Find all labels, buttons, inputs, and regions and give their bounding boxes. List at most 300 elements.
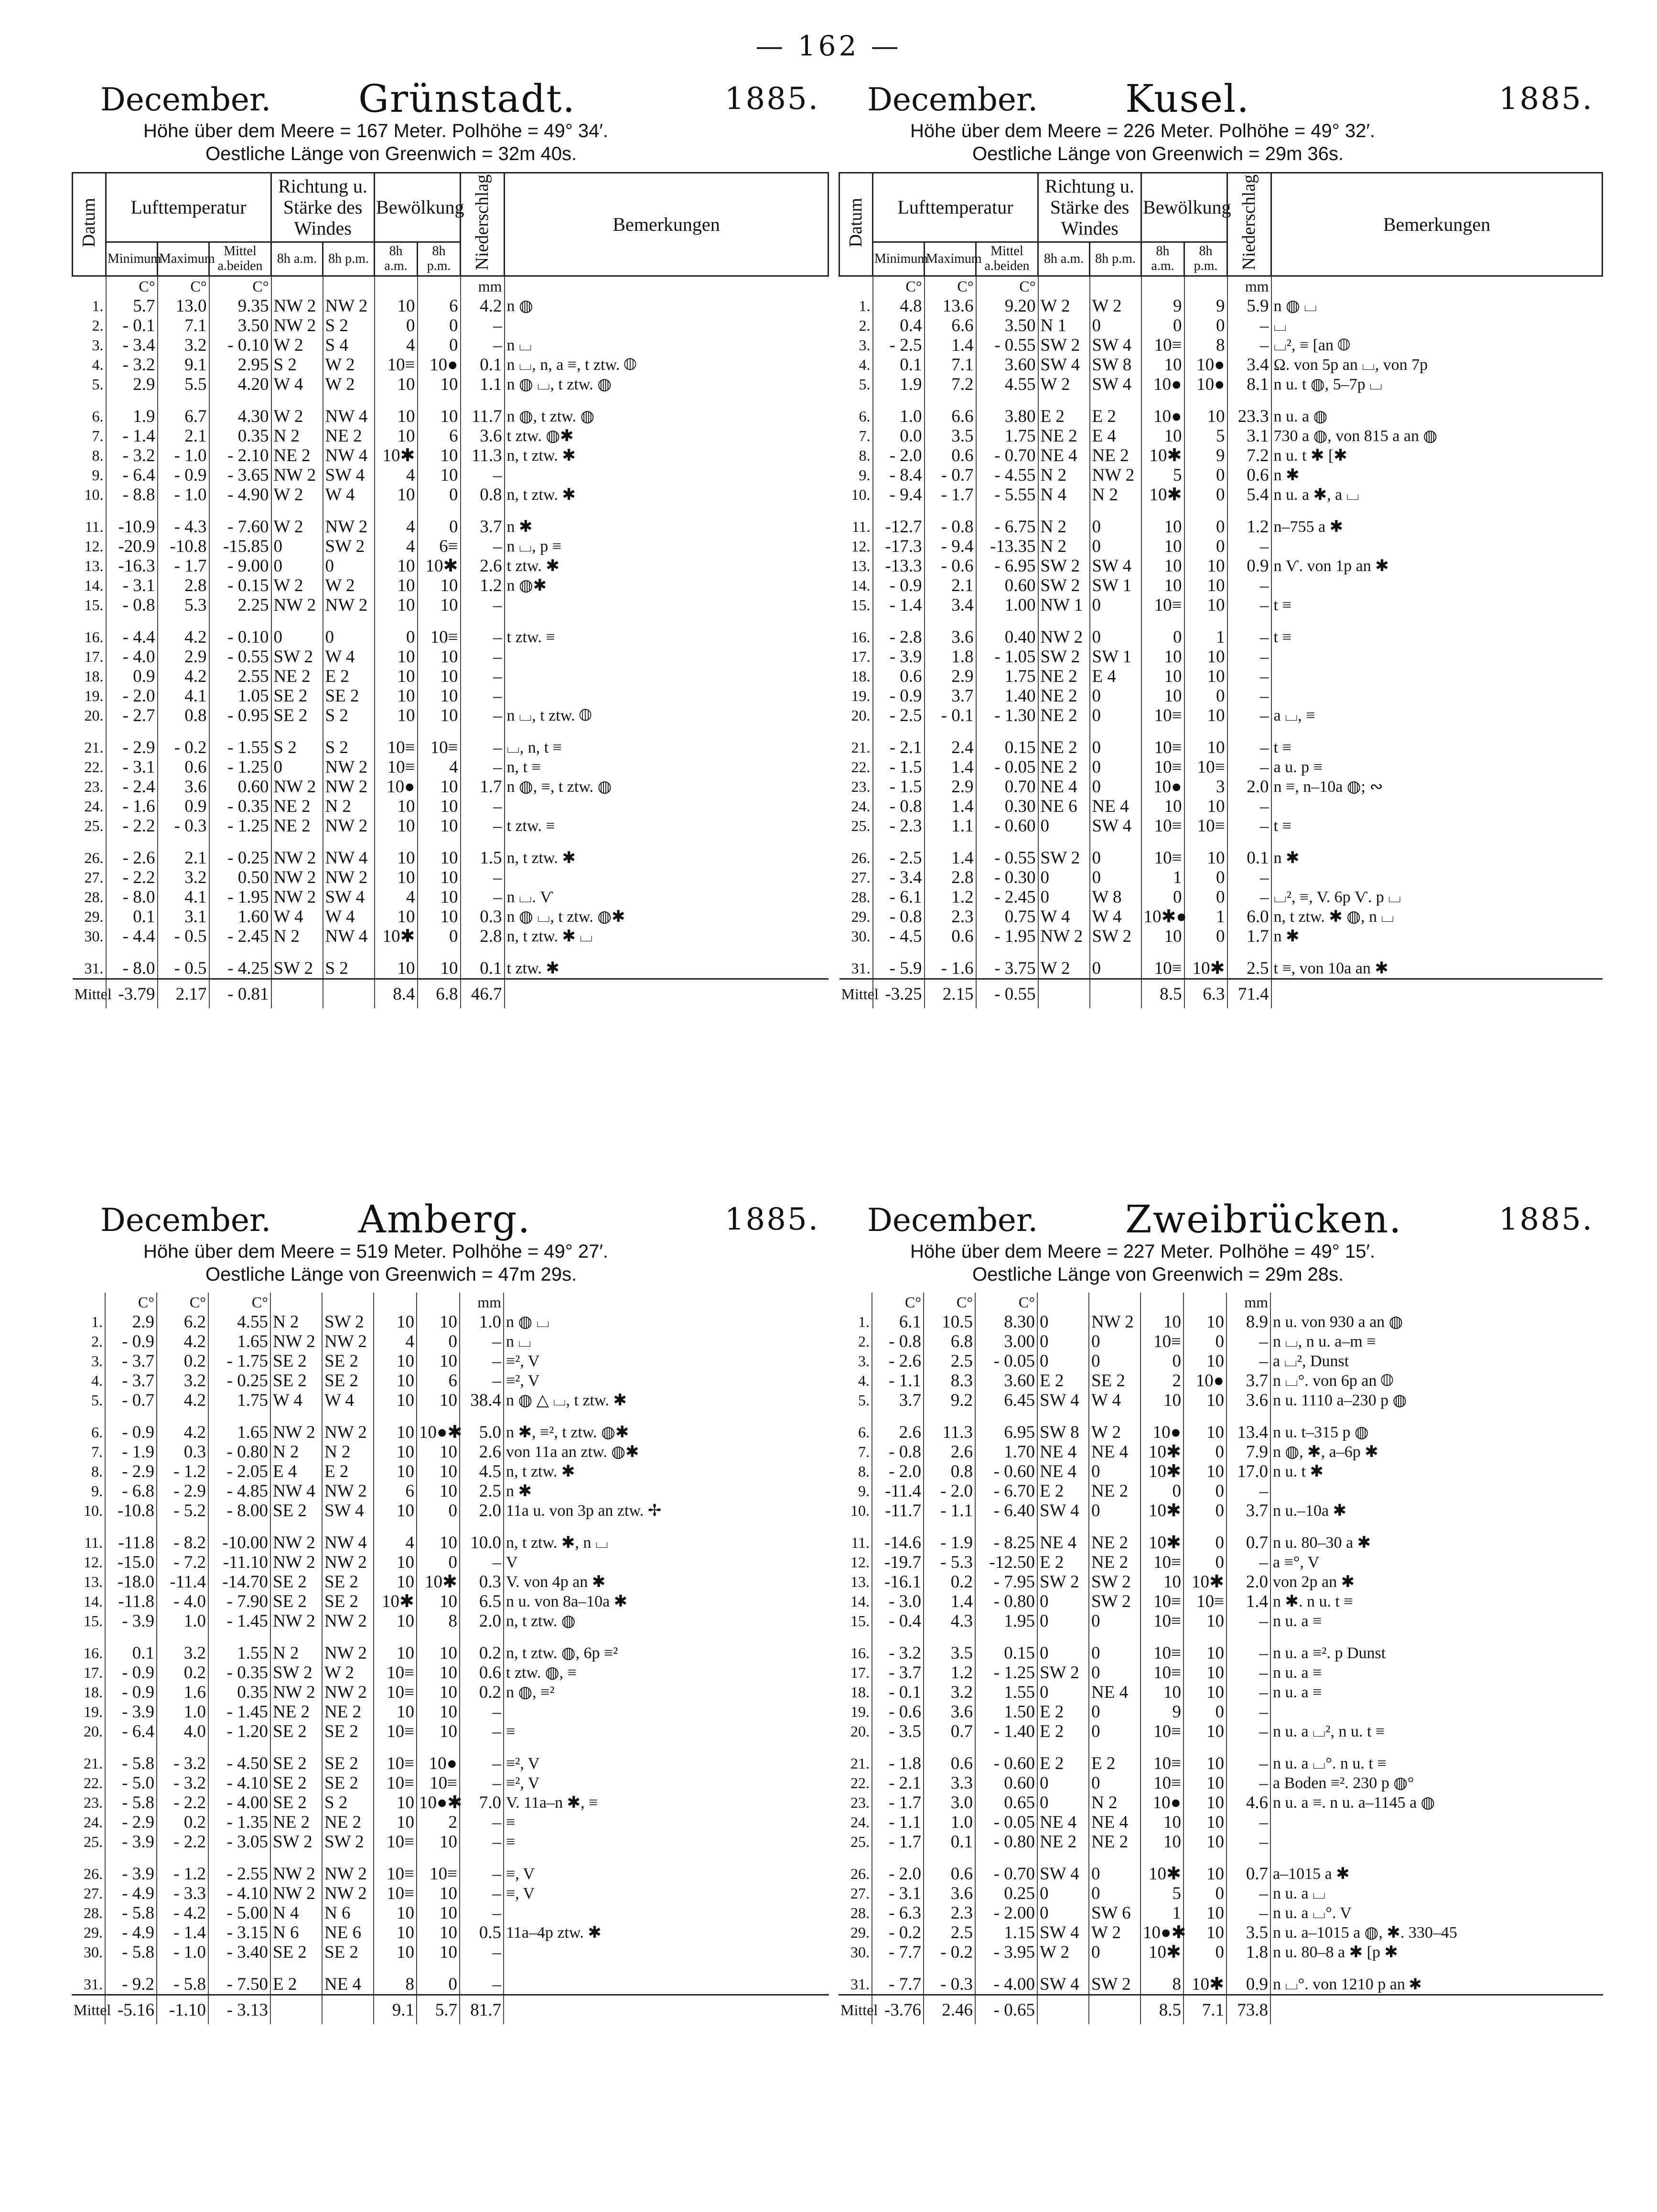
table-row [839, 686, 1603, 706]
cell-cloud-pm: 10≡ [417, 1773, 460, 1793]
cell-cloud-pm: 10 [1184, 1391, 1227, 1410]
cell-remarks: a–1015 a ✱ [1273, 1865, 1350, 1883]
cell-precipitation: – [461, 887, 505, 907]
cell-precipitation: – [461, 647, 505, 667]
cell-cloud-am: 10 [1141, 1391, 1184, 1410]
cell-wind-am: W 2 [271, 485, 323, 505]
cell-precipitation: 0.1 [1227, 848, 1271, 868]
cell-day: 23. [839, 1793, 872, 1813]
cell-wind-pm: 0 [1090, 848, 1141, 868]
cell-cloud-am: 10 [375, 907, 418, 927]
table-row [73, 517, 828, 537]
unit-celsius: C° [924, 1293, 975, 1312]
table-row [839, 627, 1603, 647]
cell-remarks: n ✱ [1273, 466, 1300, 485]
cell-min-temp: 4.8 [873, 296, 925, 316]
cell-cloud-pm: 10●✱ [417, 1793, 460, 1813]
cell-cloud-pm: 0 [1184, 686, 1227, 706]
cell-remarks: n, t ztw. ◍, 6p ≡² [506, 1644, 618, 1662]
cell-wind-pm: NE 2 [1089, 1481, 1141, 1501]
table-row [839, 355, 1603, 375]
cell-cloud-am: 10≡ [375, 757, 418, 777]
cell-min-temp: -13.3 [873, 556, 925, 576]
cell-precipitation: 1.1 [461, 375, 505, 394]
cell-max-temp: 3.6 [158, 777, 209, 797]
cell-cloud-am: 10✱ [1141, 1501, 1184, 1521]
cell-cloud-am: 10✱ [1141, 485, 1184, 505]
cell-cloud-pm: 0 [1184, 887, 1227, 907]
cell-max-temp: 1.4 [925, 848, 976, 868]
cell-cloud-pm: 1 [1184, 627, 1227, 647]
cell-mean-temp: - 2.45 [976, 887, 1038, 907]
mean-day: Mittel [839, 979, 873, 1009]
station-name: Grünstadt. [358, 76, 576, 121]
cell-cloud-pm: 0 [417, 1501, 460, 1521]
cell-day: 13. [839, 1572, 872, 1592]
table-row [839, 848, 1603, 868]
cell-mean-temp: - 5.00 [208, 1903, 270, 1923]
cell-day: 18. [73, 667, 106, 686]
mean-cloud-pm: 6.3 [1184, 979, 1227, 1009]
cell-wind-pm: W 4 [1090, 907, 1141, 927]
cell-cloud-pm: 10 [1184, 1793, 1227, 1813]
cell-remarks: a u. p ≡ [1273, 758, 1323, 777]
cell-precipitation: – [461, 706, 505, 725]
cell-mean-temp: - 0.05 [975, 1813, 1037, 1832]
cell-remarks: n u. a ⌴², n u. t ≡ [1273, 1723, 1385, 1740]
cell-remarks [1271, 537, 1603, 556]
unit-row [73, 276, 828, 297]
cell-cloud-am: 10 [1141, 686, 1184, 706]
cell-max-temp: 9.2 [924, 1391, 975, 1410]
cell-remarks: n, t ztw. ◍ [506, 1612, 576, 1630]
cell-wind-pm: SW 1 [1090, 647, 1141, 667]
table-row [73, 797, 828, 816]
cell-cloud-am: 10 [1141, 1572, 1184, 1592]
cell-wind-pm: E 2 [323, 667, 375, 686]
cell-cloud-am: 10 [1141, 667, 1184, 686]
cell-max-temp: -11.4 [157, 1572, 208, 1592]
table-row [839, 706, 1603, 725]
cell-remarks [1271, 686, 1603, 706]
cell-min-temp: - 0.9 [873, 686, 925, 706]
cell-wind-pm: SE 2 [322, 1371, 374, 1391]
cell-wind-am: N 1 [1038, 316, 1090, 335]
cell-min-temp: - 2.0 [872, 1864, 924, 1884]
cell-wind-am: NE 2 [270, 1702, 322, 1722]
cell-precipitation: – [1227, 1643, 1270, 1663]
mean-precipitation: 71.4 [1227, 979, 1271, 1009]
cell-day: 12. [839, 1553, 872, 1572]
cell-wind-am: 0 [271, 556, 323, 576]
cell-cloud-pm: 10 [1184, 1832, 1227, 1852]
cell-max-temp: - 1.9 [924, 1533, 975, 1553]
cell-cloud-am: 0 [375, 627, 418, 647]
cell-min-temp: - 2.1 [872, 1773, 924, 1793]
cell-wind-pm: SW 2 [322, 1832, 374, 1852]
cell-max-temp: - 3.2 [157, 1754, 208, 1773]
cell-remarks: V. 11a–n ✱, ≡ [506, 1794, 598, 1812]
cell-wind-am: SW 2 [271, 959, 323, 979]
cell-cloud-pm: 4 [418, 757, 461, 777]
cell-day: 3. [839, 1351, 872, 1371]
cell-precipitation: – [1227, 1832, 1270, 1852]
cell-wind-pm: SW 2 [1090, 927, 1141, 946]
cell-mean-temp: 0.30 [976, 797, 1038, 816]
cell-cloud-am: 10 [1141, 1683, 1184, 1702]
cell-wind-pm: SE 2 [322, 1572, 374, 1592]
col-lufttemperatur: Lufttemperatur [873, 173, 1038, 242]
cell-remarks: ≡², V [506, 1755, 540, 1772]
mean-day: Mittel [72, 1995, 105, 2025]
station-name: Kusel. [1125, 76, 1250, 121]
cell-wind-am: NW 2 [271, 316, 323, 335]
cell-min-temp: -11.8 [105, 1533, 157, 1553]
cell-precipitation: 3.7 [461, 517, 505, 537]
cell-wind-pm: N 2 [1089, 1793, 1141, 1813]
cell-cloud-pm: 0 [1184, 1884, 1227, 1903]
cell-remarks: t ≡ [1273, 817, 1291, 835]
group-gap [72, 1741, 829, 1754]
cell-wind-am: N 4 [270, 1903, 322, 1923]
cell-cloud-pm: 10 [1184, 1663, 1227, 1683]
cell-wind-am: W 2 [271, 407, 323, 426]
cell-precipitation: 3.5 [1227, 1923, 1270, 1942]
cell-mean-temp: 4.55 [208, 1312, 270, 1332]
cell-cloud-am: 10≡ [374, 1832, 417, 1852]
cell-precipitation: 8.9 [1227, 1312, 1270, 1332]
cell-day: 17. [839, 647, 873, 667]
cell-day: 22. [72, 1773, 105, 1793]
cell-precipitation: – [461, 667, 505, 686]
cell-wind-pm: 0 [1090, 316, 1141, 335]
cell-remarks: n u. a ⌴ [1273, 1885, 1326, 1902]
cell-cloud-am: 10● [375, 777, 418, 797]
cell-remarks [505, 797, 828, 816]
table-row [72, 1391, 829, 1410]
cell-mean-temp: 0.60 [209, 777, 271, 797]
cell-mean-temp: -12.50 [975, 1553, 1037, 1572]
mean-cloud-am: 8.5 [1141, 1995, 1184, 2025]
cell-day: 15. [73, 595, 106, 615]
cell-cloud-am: 10● [1141, 1793, 1184, 1813]
cell-mean-temp: - 0.55 [209, 647, 271, 667]
cell-max-temp: 4.1 [158, 887, 209, 907]
cell-day: 31. [72, 1975, 105, 1995]
cell-precipitation: 2.0 [1227, 777, 1271, 797]
cell-cloud-pm: 9 [1184, 446, 1227, 465]
cell-wind-pm: 0 [1090, 757, 1141, 777]
cell-cloud-am: 10 [374, 1611, 417, 1631]
cell-day: 23. [72, 1793, 105, 1813]
cell-wind-pm: 0 [1089, 1351, 1141, 1371]
cell-mean-temp: - 0.05 [975, 1351, 1037, 1371]
cell-day: 2. [73, 316, 106, 335]
longitude-line: Oestliche Länge von Greenwich = 47m 29s. [205, 1264, 577, 1285]
cell-precipitation: 11.3 [461, 446, 505, 465]
table-row [839, 887, 1603, 907]
cell-max-temp: 2.8 [925, 868, 976, 887]
cell-cloud-am: 10 [375, 959, 418, 979]
cell-remarks: n u. t ◍, 5–7p ⌴ [1273, 376, 1383, 394]
cell-day: 9. [839, 1481, 872, 1501]
cell-mean-temp: - 0.35 [209, 797, 271, 816]
cell-cloud-am: 10≡ [1141, 1722, 1184, 1741]
cell-precipitation: 1.4 [1227, 1592, 1270, 1611]
cell-wind-pm: SW 1 [1090, 576, 1141, 595]
cell-wind-pm: NW 2 [322, 1683, 374, 1702]
cell-wind-pm: NW 2 [323, 595, 375, 615]
cell-remarks: n u. von 930 a an ◍ [1273, 1313, 1403, 1331]
cell-mean-temp: 1.75 [976, 426, 1038, 446]
cell-remarks: ⌴², ≡ [an ◍ [1273, 336, 1351, 355]
table-row [73, 296, 828, 316]
cell-remarks: n ✱, ≡², t ztw. ◍✱ [506, 1424, 629, 1441]
cell-min-temp: 2.9 [105, 1312, 157, 1332]
cell-wind-pm: 0 [1089, 1332, 1141, 1351]
cell-cloud-pm: 10● [1184, 1371, 1227, 1391]
cell-min-temp: - 0.8 [873, 797, 925, 816]
cell-wind-am: SW 2 [1038, 335, 1090, 355]
cell-day: 26. [839, 1864, 872, 1884]
cell-day: 28. [839, 887, 873, 907]
cell-wind-pm: E 2 [322, 1462, 374, 1481]
cell-day: 2. [72, 1332, 105, 1351]
table-row [72, 1832, 829, 1852]
table-row [839, 335, 1603, 355]
cell-precipitation: – [1227, 1722, 1270, 1741]
cell-wind-pm: W 2 [323, 576, 375, 595]
cell-min-temp: 2.9 [106, 375, 158, 394]
cell-cloud-am: 10 [375, 816, 418, 836]
mean-precipitation: 81.7 [460, 1995, 504, 2025]
cell-min-temp: - 3.9 [105, 1832, 157, 1852]
cell-day: 3. [73, 335, 106, 355]
cell-wind-pm: 0 [1089, 1702, 1141, 1722]
cell-wind-pm: NW 2 [323, 757, 375, 777]
cell-cloud-pm: 8 [1184, 335, 1227, 355]
cell-remarks: n u. a ✱, a ⌴ [1273, 486, 1359, 504]
cell-precipitation: 0.2 [460, 1683, 504, 1702]
cell-mean-temp: 2.55 [209, 667, 271, 686]
cell-cloud-pm: 10 [417, 1942, 460, 1962]
unit-celsius: C° [106, 276, 158, 297]
cell-max-temp: 0.7 [924, 1722, 975, 1741]
cell-min-temp: - 2.2 [106, 816, 158, 836]
cell-day: 4. [72, 1371, 105, 1391]
cell-precipitation: – [1227, 1702, 1270, 1722]
cell-wind-pm: SE 2 [322, 1773, 374, 1793]
observation-table [839, 1293, 1603, 2024]
cell-cloud-am: 10≡ [374, 1663, 417, 1683]
cell-cloud-am: 10≡ [375, 355, 418, 375]
col-bemerkungen: Bemerkungen [505, 173, 828, 276]
cell-remarks: n u. 1110 a–230 p ◍ [1273, 1392, 1407, 1409]
cell-cloud-pm: 10 [417, 1722, 460, 1741]
cell-precipitation: – [1227, 316, 1271, 335]
cell-remarks: n ◍, t ztw. ◍ [506, 408, 595, 426]
column-header-row [73, 173, 828, 242]
cell-wind-am: SE 2 [270, 1773, 322, 1793]
cell-wind-am: W 2 [1038, 296, 1090, 316]
cell-remarks: n ◍ ⌴ [506, 1313, 549, 1331]
cell-max-temp: 2.5 [924, 1351, 975, 1371]
cell-max-temp: 4.2 [158, 627, 209, 647]
cell-cloud-pm: 8 [417, 1611, 460, 1631]
table-row [839, 1351, 1603, 1371]
cell-wind-pm: SW 2 [322, 1312, 374, 1332]
group-gap [839, 1631, 1603, 1643]
cell-wind-pm: NE 2 [1090, 446, 1141, 465]
cell-cloud-am: 10 [375, 848, 418, 868]
cell-day: 17. [73, 647, 106, 667]
cell-min-temp: -18.0 [105, 1572, 157, 1592]
cell-wind-am: NE 2 [1038, 757, 1090, 777]
cell-min-temp: - 8.4 [873, 465, 925, 485]
table-row [73, 446, 828, 465]
cell-cloud-am: 10 [375, 375, 418, 394]
cell-max-temp: 3.6 [924, 1702, 975, 1722]
cell-precipitation: – [1227, 667, 1271, 686]
cell-min-temp: - 2.6 [106, 848, 158, 868]
cell-wind-am: 0 [1037, 1793, 1089, 1813]
cell-precipitation: – [461, 757, 505, 777]
cell-wind-am: E 2 [1037, 1481, 1089, 1501]
cell-max-temp: - 5.3 [924, 1553, 975, 1572]
cell-cloud-pm: 10✱ [1184, 959, 1227, 979]
cell-wind-am: W 2 [271, 517, 323, 537]
cell-precipitation: – [460, 1722, 504, 1741]
cell-wind-am: NW 2 [271, 848, 323, 868]
table-row [839, 407, 1603, 426]
table-row [72, 1312, 829, 1332]
cell-min-temp: - 8.0 [106, 887, 158, 907]
cell-mean-temp: - 7.95 [975, 1572, 1037, 1592]
cell-min-temp: -11.7 [872, 1501, 924, 1521]
longitude-line: Oestliche Länge von Greenwich = 29m 28s. [972, 1264, 1344, 1285]
cell-max-temp: 4.2 [157, 1332, 208, 1351]
cell-cloud-pm: 10 [417, 1312, 460, 1332]
cell-mean-temp: 0.15 [975, 1643, 1037, 1663]
group-gap [73, 836, 828, 848]
group-gap [839, 1962, 1603, 1975]
cell-max-temp: 4.2 [157, 1391, 208, 1410]
cell-max-temp: - 0.9 [158, 465, 209, 485]
cell-cloud-am: 8 [1141, 1975, 1184, 1995]
cell-wind-pm: SW 4 [323, 465, 375, 485]
table-row [839, 907, 1603, 927]
cell-mean-temp: - 4.85 [208, 1481, 270, 1501]
cell-remarks: Ω. von 5p an ⌴, von 7p [1273, 356, 1428, 374]
cell-cloud-pm: 10 [1184, 667, 1227, 686]
cell-day: 8. [73, 446, 106, 465]
cell-max-temp: 2.5 [924, 1923, 975, 1942]
cell-wind-pm: W 2 [1089, 1923, 1141, 1942]
table-row [839, 1332, 1603, 1351]
cell-wind-am: SE 2 [270, 1592, 322, 1611]
cell-min-temp: - 1.6 [106, 797, 158, 816]
mean-mean-temp: - 3.13 [208, 1995, 270, 2025]
cell-min-temp: - 0.1 [106, 316, 158, 335]
cell-mean-temp: - 1.35 [208, 1813, 270, 1832]
cell-precipitation: 23.3 [1227, 407, 1271, 426]
cell-precipitation: 2.6 [460, 1442, 504, 1462]
cell-day: 6. [839, 1423, 872, 1442]
cell-day: 16. [839, 627, 873, 647]
cell-cloud-am: 10 [374, 1702, 417, 1722]
cell-cloud-am: 10● [1141, 1423, 1184, 1442]
cell-min-temp: - 3.1 [106, 757, 158, 777]
cell-max-temp: - 1.2 [157, 1864, 208, 1884]
group-gap [73, 946, 828, 959]
cell-wind-am: NW 2 [270, 1611, 322, 1631]
mean-remarks [504, 1995, 829, 2025]
cell-mean-temp: -10.00 [208, 1533, 270, 1553]
cell-cloud-am: 10 [374, 1572, 417, 1592]
cell-cloud-pm: 10 [1184, 1754, 1227, 1773]
cell-wind-pm: 0 [1089, 1643, 1141, 1663]
cell-wind-pm: 0 [1090, 706, 1141, 725]
mean-min-temp: -3.25 [873, 979, 925, 1009]
cell-cloud-pm: 10 [417, 1391, 460, 1410]
cell-max-temp: 6.2 [157, 1312, 208, 1332]
cell-precipitation: 7.2 [1227, 446, 1271, 465]
cell-min-temp: - 2.9 [105, 1813, 157, 1832]
cell-wind-pm: S 2 [323, 706, 375, 725]
cell-cloud-am: 10 [374, 1312, 417, 1332]
cell-precipitation: – [1227, 738, 1271, 757]
unit-celsius: C° [208, 1293, 270, 1312]
cell-mean-temp: - 0.60 [975, 1462, 1037, 1481]
cell-cloud-pm: 10✱ [1184, 1572, 1227, 1592]
unit-celsius: C° [975, 1293, 1037, 1312]
cell-day: 21. [73, 738, 106, 757]
cell-wind-am: 0 [1038, 868, 1090, 887]
group-gap [839, 946, 1603, 959]
cell-precipitation: 4.6 [1227, 1793, 1270, 1813]
cell-wind-pm: NW 4 [323, 446, 375, 465]
cell-wind-pm: SW 8 [1090, 355, 1141, 375]
cell-wind-am: NW 1 [1038, 595, 1090, 615]
mean-cloud-pm: 5.7 [417, 1995, 460, 2025]
cell-mean-temp: 9.20 [976, 296, 1038, 316]
cell-wind-pm: NW 2 [1089, 1312, 1141, 1332]
cell-cloud-am: 10 [1141, 647, 1184, 667]
cell-wind-pm: E 2 [1090, 407, 1141, 426]
cell-day: 14. [72, 1592, 105, 1611]
cell-min-temp: 1.9 [106, 407, 158, 426]
cell-mean-temp: 0.70 [976, 777, 1038, 797]
cell-min-temp: - 5.9 [873, 959, 925, 979]
table-row [73, 485, 828, 505]
table-row [72, 1813, 829, 1832]
cell-day: 1. [839, 1312, 872, 1332]
cell-remarks: n Ѵ. von 1p an ✱ [1273, 557, 1389, 575]
cell-cloud-am: 10✱ [1141, 446, 1184, 465]
cell-wind-am: NE 2 [271, 446, 323, 465]
cell-min-temp: - 5.0 [105, 1773, 157, 1793]
table-row [72, 1884, 829, 1903]
cell-precipitation: 0.3 [461, 907, 505, 927]
cell-precipitation: 3.6 [1227, 1391, 1270, 1410]
cell-min-temp: - 5.8 [105, 1793, 157, 1813]
cell-wind-am: E 2 [1037, 1754, 1089, 1773]
cell-remarks: t ztw. ✱ [506, 960, 560, 978]
cell-wind-pm: 0 [1089, 1501, 1141, 1521]
cell-wind-am: NW 2 [271, 887, 323, 907]
cell-max-temp: 0.2 [924, 1572, 975, 1592]
cell-mean-temp: - 4.10 [208, 1773, 270, 1793]
